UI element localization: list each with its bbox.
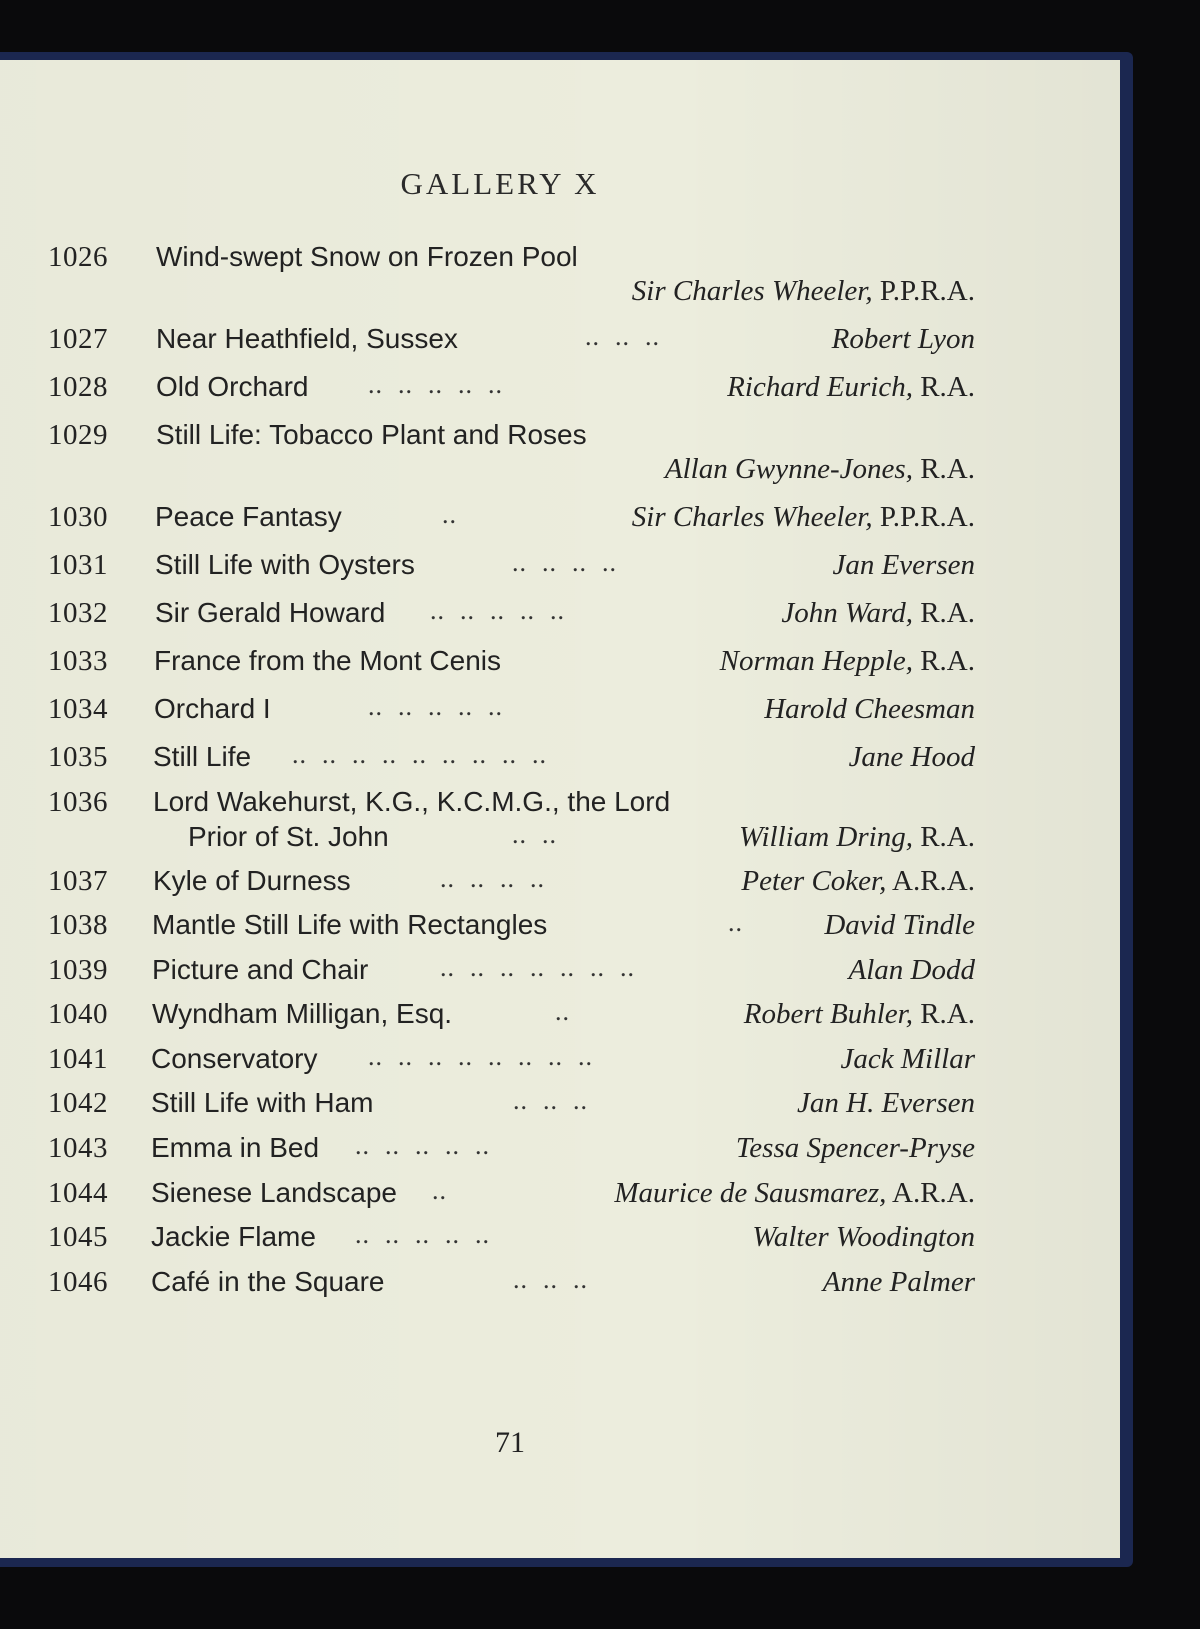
leader-dots: .. .. .. .. .. .. .. <box>440 953 635 982</box>
leader-dots: .. .. .. <box>513 1086 588 1115</box>
artist-name: Sir Charles Wheeler, <box>631 275 873 307</box>
entry-title: Mantle Still Life with Rectangles <box>152 909 548 940</box>
artist-name: David Tindle <box>824 909 975 941</box>
entry-title: Still Life: Tobacco Plant and Roses <box>156 419 587 450</box>
artist-honours: R.A. <box>920 371 975 403</box>
entry-title: Orchard I <box>154 693 271 724</box>
artist-name: Anne Palmer <box>822 1266 975 1298</box>
entry-artist <box>614 1176 975 1210</box>
entry-title: France from the Mont Cenis <box>154 645 502 676</box>
entry-number: 1041 <box>48 1043 108 1075</box>
entry-number: 1027 <box>48 323 108 355</box>
entry-title-continued: Prior of St. John <box>188 821 389 852</box>
artist-honours: A.R.A. <box>892 865 975 897</box>
entry-artist <box>632 500 975 534</box>
entry-artist <box>739 820 975 854</box>
entry-artist <box>736 1131 975 1165</box>
artist-name: Robert Lyon <box>831 323 975 355</box>
entry-artist <box>752 1220 975 1254</box>
artist-name: Maurice de Sausmarez, <box>614 1177 887 1209</box>
entry-title: Peace Fantasy <box>155 501 342 532</box>
entry-number: 1033 <box>48 645 108 677</box>
entry-artist <box>832 548 975 582</box>
entry-number: 1035 <box>48 741 108 773</box>
entry-number: 1032 <box>48 597 108 629</box>
artist-name: Norman Hepple, <box>719 645 913 677</box>
entry-title: Still Life with Ham <box>151 1087 374 1118</box>
leader-dots: .. .. .. .. .. <box>430 596 565 625</box>
entry-number: 1038 <box>48 909 108 941</box>
entry-title: Sienese Landscape <box>151 1177 397 1208</box>
entry-number: 1045 <box>48 1221 108 1253</box>
entry-title: Old Orchard <box>156 371 309 402</box>
artist-name: Jane Hood <box>848 741 975 773</box>
artist-honours: P.P.R.A. <box>879 275 975 307</box>
entry-title: Wind-swept Snow on Frozen Pool <box>156 241 578 272</box>
entry-artist <box>841 1042 975 1076</box>
artist-name: Jan Eversen <box>832 549 975 581</box>
entry-artist <box>720 644 975 678</box>
leader-dots: .. .. .. .. .. <box>368 370 503 399</box>
entry-title: Jackie Flame <box>151 1221 316 1252</box>
artist-name: Walter Woodington <box>752 1221 975 1253</box>
entry-artist <box>832 322 975 356</box>
entry-artist <box>781 596 975 630</box>
artist-name: Peter Coker, <box>741 865 887 897</box>
entry-title: Still Life with Oysters <box>155 549 415 580</box>
artist-honours: R.A. <box>920 998 975 1030</box>
leader-dots: .. <box>442 500 457 529</box>
artist-honours: A.R.A. <box>892 1177 975 1209</box>
artist-honours: R.A. <box>920 645 975 677</box>
leader-dots: .. .. .. .. .. <box>368 692 503 721</box>
entry-title: Wyndham Milligan, Esq. <box>152 998 453 1029</box>
artist-name: John Ward, <box>781 597 913 629</box>
entry-number: 1044 <box>48 1177 108 1209</box>
entry-number: 1030 <box>48 501 108 533</box>
leader-dots: .. .. .. .. .. .. .. .. .. <box>292 740 547 769</box>
leader-dots: .. <box>432 1176 447 1205</box>
artist-honours: R.A. <box>920 597 975 629</box>
entry-number: 1034 <box>48 693 108 725</box>
artist-name: Jan H. Eversen <box>797 1087 975 1119</box>
entry-artist <box>741 864 975 898</box>
entry-number: 1040 <box>48 998 108 1030</box>
entry-title: Emma in Bed <box>151 1132 320 1163</box>
artist-name: Sir Charles Wheeler, <box>631 501 873 533</box>
entry-artist <box>632 274 975 308</box>
entry-artist <box>849 953 975 987</box>
artist-name: Robert Buhler, <box>743 998 913 1030</box>
artist-honours: R.A. <box>920 821 975 853</box>
entry-number: 1031 <box>48 549 108 581</box>
entry-artist <box>849 740 975 774</box>
leader-dots: .. .. .. <box>513 1265 588 1294</box>
entry-artist <box>665 452 975 486</box>
artist-name: Richard Eurich, <box>727 371 913 403</box>
artist-name: Jack Millar <box>840 1043 975 1075</box>
leader-dots: .. .. .. .. <box>440 864 545 893</box>
entry-artist <box>823 1265 975 1299</box>
entry-artist <box>764 692 975 726</box>
artist-name: William Dring, <box>738 821 913 853</box>
leader-dots: .. .. <box>512 820 557 849</box>
leader-dots: .. .. .. .. .. <box>355 1220 490 1249</box>
leader-dots: .. .. .. .. .. <box>355 1131 490 1160</box>
entry-artist <box>824 908 975 942</box>
entry-number: 1043 <box>48 1132 108 1164</box>
entry-title: Conservatory <box>151 1043 318 1074</box>
entry-title: Still Life <box>153 741 252 772</box>
artist-name: Harold Cheesman <box>764 693 975 725</box>
entry-artist <box>727 370 975 404</box>
entry-title: Near Heathfield, Sussex <box>156 323 458 354</box>
entry-title: Lord Wakehurst, K.G., K.C.M.G., the Lord <box>153 786 671 817</box>
leader-dots: .. <box>555 997 570 1026</box>
entry-number: 1039 <box>48 954 108 986</box>
entry-number: 1036 <box>48 786 108 818</box>
entry-title: Café in the Square <box>151 1266 385 1297</box>
leader-dots: .. .. .. .. .. .. .. .. <box>368 1042 593 1071</box>
entry-title: Picture and Chair <box>152 954 369 985</box>
leader-dots: .. <box>728 908 743 937</box>
artist-name: Tessa Spencer-Pryse <box>735 1132 975 1164</box>
entry-artist <box>744 997 975 1031</box>
entry-title: Kyle of Durness <box>153 865 351 896</box>
artist-name: Allan Gwynne-Jones, <box>664 453 913 485</box>
page-number: 71 <box>495 1426 525 1459</box>
leader-dots: .. .. .. <box>585 322 660 351</box>
gallery-heading: GALLERY X <box>400 166 600 201</box>
entry-title: Sir Gerald Howard <box>155 597 386 628</box>
artist-name: Alan Dodd <box>848 954 975 986</box>
catalogue-page <box>0 60 1120 1558</box>
entry-number: 1042 <box>48 1087 108 1119</box>
entry-number: 1026 <box>48 241 108 273</box>
entry-number: 1029 <box>48 419 108 451</box>
leader-dots: .. .. .. .. <box>512 548 617 577</box>
entry-number: 1028 <box>48 371 108 403</box>
entry-number: 1037 <box>48 865 108 897</box>
entry-artist <box>797 1086 975 1120</box>
entry-number: 1046 <box>48 1266 108 1298</box>
artist-honours: R.A. <box>920 453 975 485</box>
artist-honours: P.P.R.A. <box>879 501 975 533</box>
